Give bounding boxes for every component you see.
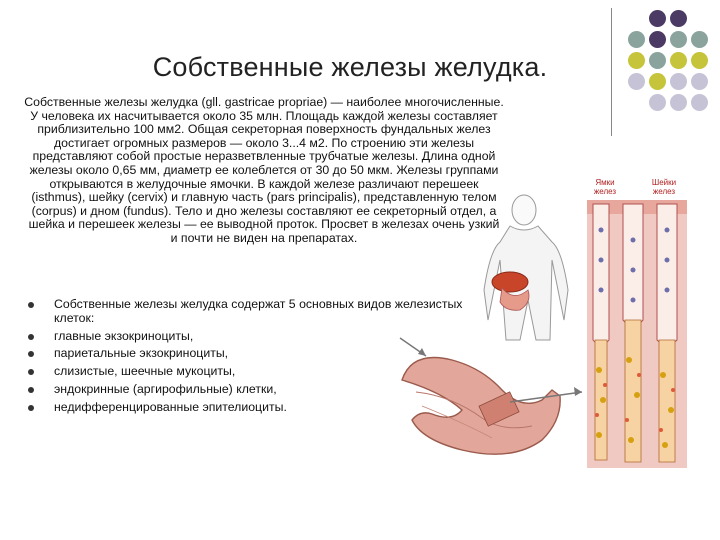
decorative-dot-grid	[628, 10, 718, 120]
bullet-icon	[28, 302, 34, 308]
decorative-dot	[670, 94, 687, 111]
gastric-glands-illustration	[585, 178, 695, 468]
decorative-dot	[691, 31, 708, 48]
decorative-dot	[691, 73, 708, 90]
slide-title: Собственные железы желудка.	[152, 52, 548, 82]
decorative-dot	[691, 94, 708, 111]
decorative-dot	[628, 31, 645, 48]
list-item: Собственные железы желудка содержат 5 основных видов железистых клеток:	[26, 298, 486, 326]
decorative-dot	[649, 73, 666, 90]
decorative-dot	[628, 52, 645, 69]
bullet-icon	[28, 334, 34, 340]
list-item: слизистые, шеечные мукоциты,	[26, 365, 486, 379]
bullet-icon	[28, 351, 34, 357]
list-item: главные экзокриноциты,	[26, 330, 486, 344]
description-paragraph: Собственные железы желудка (gll. gastricae propriae) — наиболее многочисленные. У человека их насчитывается около 35 млн. Площадь каждой железы составляет приблизительно 100 мм2. Общая секреторная поверхность фундальных желез достигает огромных размеров — около 3...4 м2. По строению эти железы представляют собой простые неразветвленные трубчатые железы. Длина одной железы около 0,65 мм, диаметр ее колеблется от 30 до 50 мкм. Железы группами открываются в желудочные ямочки. В каждой железе различают перешеек (isthmus), шейку (cervix) и главную часть (pars principalis), представленную телом (corpus) и дном (fundus). Тело и дно железы составляют ее секреторный отдел, а шейка и перешеек железы — ее выводной проток. Просвет в железах очень узкий и почти не виден на препаратах.	[24, 95, 504, 245]
list-item: париетальные экзокриноциты,	[26, 347, 486, 361]
decorative-dot	[670, 31, 687, 48]
list-item: эндокринные (аргирофильные) клетки,	[26, 383, 486, 397]
bullet-icon	[28, 369, 34, 375]
decorative-dot	[649, 94, 666, 111]
decorative-dot	[649, 10, 666, 27]
decorative-dot	[670, 73, 687, 90]
gland-tissue-svg	[587, 200, 687, 468]
decorative-divider	[611, 8, 612, 136]
cell-types-list	[26, 298, 486, 419]
decorative-dot	[670, 52, 687, 69]
gland-caption-left: Ямки желез	[593, 178, 617, 196]
list-item: недифференцированные эпителиоциты.	[26, 401, 486, 415]
gland-caption-right: Шейки желез	[651, 178, 677, 196]
decorative-dot	[628, 73, 645, 90]
decorative-dot	[670, 10, 687, 27]
bullet-icon	[28, 387, 34, 393]
decorative-dot	[649, 52, 666, 69]
decorative-dot	[649, 31, 666, 48]
bullet-icon	[28, 405, 34, 411]
decorative-dot	[691, 52, 708, 69]
